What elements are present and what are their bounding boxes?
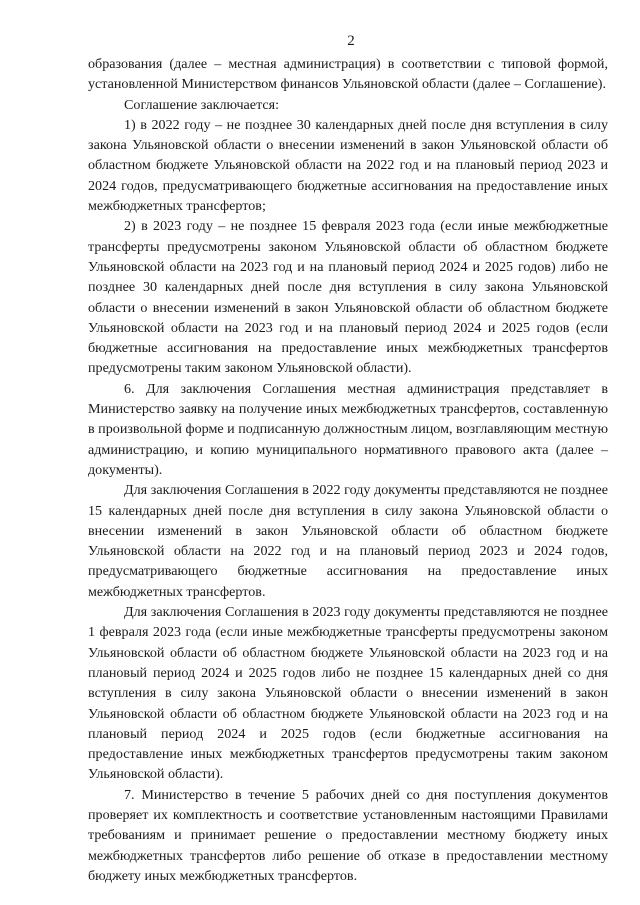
paragraph-item-2: 2) в 2023 году – не позднее 15 февраля 2023 года (если иные межбюджетные трансферты предусмотрены законом Ульяновской области об областном бюджете Ульяновской области на 2023 год и на плановый период 2024 и 2025 годов) либо не позднее 30 календарных дней после дня вступления в силу закона Ульяновской области о внесении изменений в закон Ульяновской области об областном бюджете Ульяновской области на 2023 год и на плановый период 2024 и 2025 годов (если бюджетные ассигнования на предоставление иных межбюджетных трансфертов предусмотрены таким законом Ульяновской области). [88, 218, 608, 377]
paragraph-docs-2023: Для заключения Соглашения в 2023 году документы представляются не позднее 1 февраля 2023 года (если иные межбюджетные трансферты предусмотрены законом Ульяновской области об областном бюджете Ульяновской области на 2023 год и на плановый период 2024 и 2025 годов либо не позднее 15 календарных дней со дня вступления в силу закона Ульяновской области о внесении изменений в закон Ульяновской области об областном бюджете Ульяновской области на 2023 год и на плановый период 2024 и 2025 годов (если бюджетные ассигнования на предоставление иных межбюджетных трансфертов предусмотрены таким законом Ульяновской области). [88, 604, 608, 783]
page-number: 2 [347, 33, 355, 49]
paragraph-section-7: 7. Министерство в течение 5 рабочих дней со дня поступления документов проверяет их комплектность и соответствие установленным настоящими Правилами требованиям и принимает решение о предоставлении местному бюджету иных межбюджетных трансфертов либо решение об отказе в предоставлении местному бюджету иных межбюджетных трансфертов. [88, 786, 608, 884]
paragraph-item-1: 1) в 2022 году – не позднее 30 календарных дней после дня вступления в силу закона Ульяновской области о внесении изменений в закон Ульяновской области об областном бюджете Ульяновской области на 2022 год и на плановый период 2023 и 2024 годов, предусматривающего бюджетные ассигнования на предоставление иных межбюджетных трансфертов; [88, 116, 608, 215]
paragraph-section-6: 6. Для заключения Соглашения местная администрация представляет в Министерство заявку на получение иных межбюджетных трансфертов, составленную в произвольной форме и подписанную должностным лицом, возглавляющим местную администрацию, и копию муниципального нормативного правового акта (далее – документы). [88, 380, 608, 478]
paragraph-continuation: образования (далее – местная администрация) в соответствии с типовой формой, установленной Министерством финансов Ульяновской области (далее – Соглашение). [88, 56, 608, 93]
paragraph-docs-2022: Для заключения Соглашения в 2022 году документы представляются не позднее 15 календарных дней после дня вступления в силу закона Ульяновской области о внесении изменений в закон Ульяновской области об областном бюджете Ульяновской области на 2022 год и на плановый период 2023 и 2024 годов, предусматривающего бюджетные ассигнования на предоставление иных межбюджетных трансфертов. [88, 482, 608, 600]
paragraph-agreement-intro: Соглашение заключается: [124, 96, 280, 113]
document-body [88, 54, 608, 886]
